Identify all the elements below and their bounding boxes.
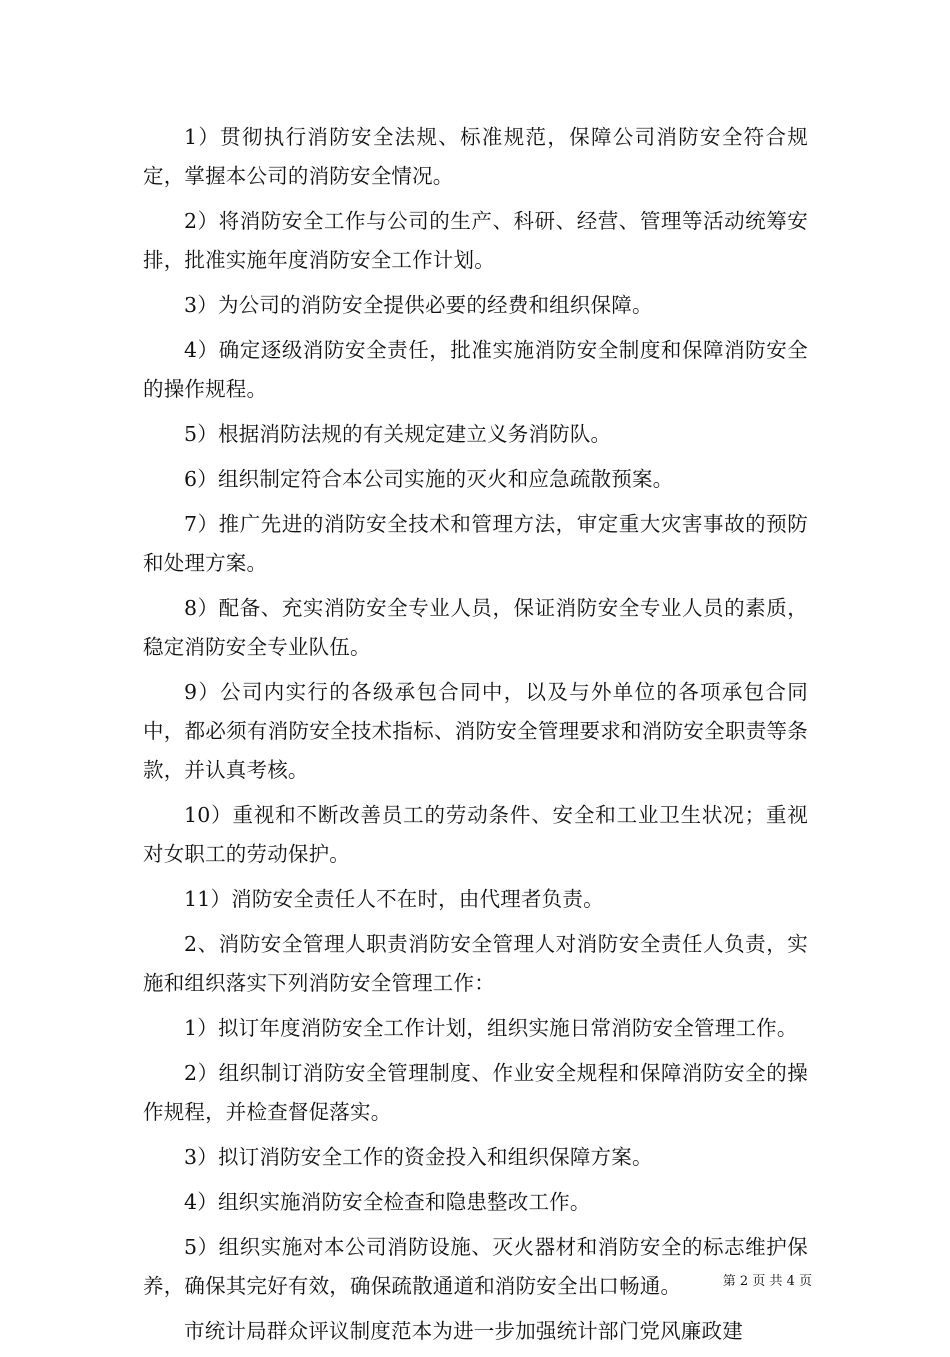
paragraph-18: 市统计局群众评议制度范本为进一步加强统计部门党风廉政建 — [184, 1319, 743, 1343]
paragraph-14: 2）组织制订消防安全管理制度、作业安全规程和保障消防安全的操作规程，并检查督促落实。 — [143, 1061, 808, 1124]
document-body — [143, 118, 808, 1357]
paragraph-7: 7）推广先进的消防安全技术和管理方法，审定重大灾害事故的预防和处理方案。 — [143, 512, 808, 575]
paragraph-15: 3）拟订消防安全工作的资金投入和组织保障方案。 — [184, 1145, 653, 1169]
paragraph-1: 1）贯彻执行消防安全法规、标准规范，保障公司消防安全符合规定，掌握本公司的消防安全情况。 — [143, 125, 808, 188]
paragraph-10: 10）重视和不断改善员工的劳动条件、安全和工业卫生状况；重视对女职工的劳动保护。 — [143, 803, 808, 866]
paragraph-6: 6）组织制定符合本公司实施的灭火和应急疏散预案。 — [184, 467, 674, 491]
paragraph-3: 3）为公司的消防安全提供必要的经费和组织保障。 — [184, 293, 653, 317]
paragraph-5: 5）根据消防法规的有关规定建立义务消防队。 — [184, 422, 612, 446]
paragraph-17: 5）组织实施对本公司消防设施、灭火器材和消防安全的标志维护保养，确保其完好有效，确保疏散通道和消防安全出口畅通。 — [143, 1235, 808, 1298]
paragraph-8: 8）配备、充实消防安全专业人员，保证消防安全专业人员的素质，稳定消防安全专业队伍。 — [143, 596, 808, 659]
page-number-footer: 第 2 页 共 4 页 — [722, 1274, 812, 1289]
paragraph-11: 11）消防安全责任人不在时，由代理者负责。 — [184, 887, 604, 911]
paragraph-2: 2）将消防安全工作与公司的生产、科研、经营、管理等活动统筹安排，批准实施年度消防安全工作计划。 — [143, 209, 808, 272]
paragraph-4: 4）确定逐级消防安全责任，批准实施消防安全制度和保障消防安全的操作规程。 — [143, 338, 808, 401]
paragraph-16: 4）组织实施消防安全检查和隐患整改工作。 — [184, 1190, 591, 1214]
paragraph-9: 9）公司内实行的各级承包合同中，以及与外单位的各项承包合同中，都必须有消防安全技术指标、消防安全管理要求和消防安全职责等条款，并认真考核。 — [143, 680, 808, 782]
section-heading-2: 2、消防安全管理人职责消防安全管理人对消防安全责任人负责，实施和组织落实下列消防安全管理工作： — [143, 932, 808, 995]
paragraph-13: 1）拟订年度消防安全工作计划，组织实施日常消防安全管理工作。 — [184, 1016, 798, 1040]
